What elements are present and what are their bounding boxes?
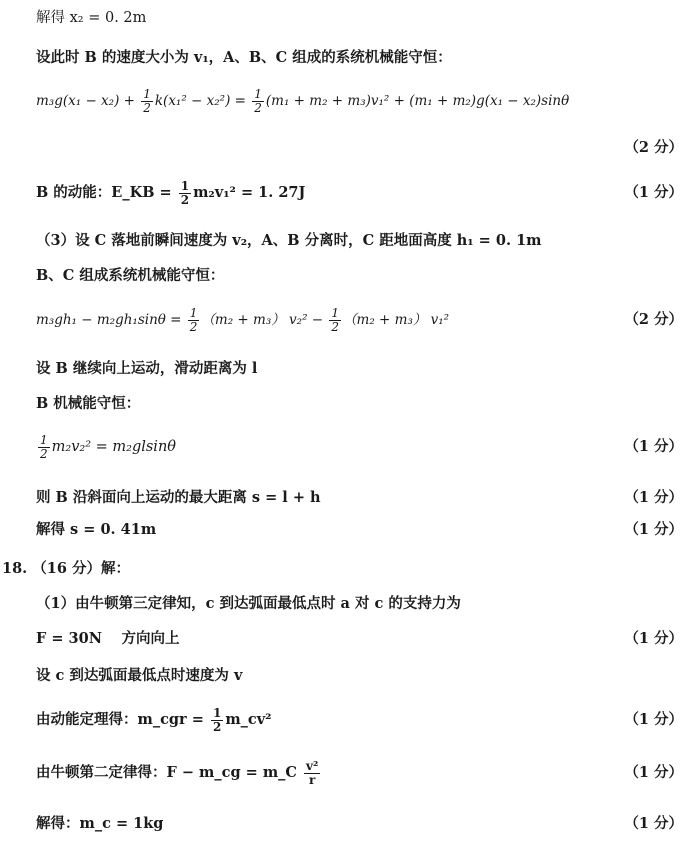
equation-part: （m₂ + m₃） v₂² − <box>201 312 328 328</box>
solution-line <box>0 514 693 546</box>
solution-line <box>0 42 693 74</box>
fraction-denominator: 2 <box>254 101 262 115</box>
equation <box>36 431 176 463</box>
solution-line <box>0 808 693 840</box>
line-text: F = 30N 方向向上 <box>36 630 180 647</box>
line-text: 解得 x₂ = 0. 2m <box>36 10 147 26</box>
line-text: （1）由牛顿第三定律知，c 到达弧面最低点时 a 对 c 的支持力为 <box>36 595 461 612</box>
fraction-numerator: 1 <box>143 87 151 101</box>
score-label: （1 分） <box>624 521 683 538</box>
equation-part: m₃gh₁ − m₂gh₁sinθ = <box>36 312 186 328</box>
equation-line <box>0 757 693 789</box>
score-label: （1 分） <box>624 438 683 455</box>
line-text: B、C 组成系统机械能守恒： <box>36 267 225 284</box>
equation <box>36 177 305 209</box>
equation-part: （m₂ + m₃） v₁² <box>343 312 450 328</box>
fraction-numerator: v² <box>306 758 319 773</box>
equation <box>36 85 569 117</box>
solution-line <box>0 260 693 292</box>
equation-part: k(x₁² − x₂²) = <box>154 93 251 109</box>
equation-line <box>0 177 693 209</box>
solution-line <box>0 588 693 620</box>
equation-part: m₂v₂² = m₂glsinθ <box>51 439 177 455</box>
score-label: （1 分） <box>624 489 683 506</box>
score-label: （1 分） <box>624 764 683 781</box>
line-text: 设 B 继续向上运动，滑动距离为 l <box>36 360 258 377</box>
line-text: 解得 s = 0. 41m <box>36 521 157 538</box>
solution-line <box>0 388 693 420</box>
fraction <box>188 307 200 334</box>
fraction-denominator: r <box>308 772 316 787</box>
score-label: （1 分） <box>624 184 683 201</box>
equation-part: m_cv² <box>225 711 272 728</box>
equation <box>36 304 449 336</box>
line-text: 设此时 B 的速度大小为 v₁，A、B、C 组成的系统机械能守恒： <box>36 49 452 66</box>
score-line <box>0 132 693 164</box>
fraction <box>38 434 50 461</box>
fraction <box>304 760 320 787</box>
fraction <box>141 88 153 115</box>
equation-line <box>0 704 693 736</box>
fraction-numerator: 1 <box>254 87 262 101</box>
fraction-denominator: 2 <box>331 320 340 334</box>
line-text: B 机械能守恒： <box>36 395 141 412</box>
solution-line <box>0 353 693 385</box>
equation-line <box>0 431 693 463</box>
fraction-numerator: 1 <box>189 306 198 320</box>
equation-part: m₂v₁² = 1. 27J <box>193 184 306 201</box>
fraction-denominator: 2 <box>189 320 198 334</box>
line-text: 解得：m_c = 1kg <box>36 815 164 832</box>
equation-part: (m₁ + m₂ + m₃)v₁² + (m₁ + m₂)g(x₁ − x₂)sinθ <box>265 93 570 109</box>
fraction <box>252 88 264 115</box>
equation-part: 由牛顿第二定律得：F − m_cg = m_C <box>36 764 303 781</box>
solution-line <box>0 2 693 34</box>
fraction <box>211 707 223 734</box>
fraction-denominator: 2 <box>143 101 151 115</box>
solution-line <box>0 225 693 257</box>
score-label: （1 分） <box>624 815 683 832</box>
solution-line <box>0 482 693 514</box>
score-label: （2 分） <box>624 311 683 328</box>
fraction <box>179 180 191 207</box>
score-label: （2 分） <box>624 139 683 156</box>
line-text: 18. （16 分）解： <box>2 560 131 577</box>
score-label: （1 分） <box>624 711 683 728</box>
equation-part: 由动能定理得：m_cgr = <box>36 711 209 728</box>
fraction-numerator: 1 <box>180 178 190 193</box>
fraction-denominator: 2 <box>40 446 48 461</box>
equation-part: B 的动能：E_KB = <box>36 184 177 201</box>
line-text: 设 c 到达弧面最低点时速度为 v <box>36 667 243 684</box>
line-text: 则 B 沿斜面向上运动的最大距离 s = l + h <box>36 489 321 506</box>
fraction-denominator: 2 <box>212 719 222 734</box>
fraction-numerator: 1 <box>212 705 222 720</box>
equation-line <box>0 85 693 117</box>
solution-line <box>0 660 693 692</box>
fraction-denominator: 2 <box>180 192 190 207</box>
equation <box>36 757 322 789</box>
line-text: （3）设 C 落地前瞬间速度为 v₂，A、B 分离时，C 距地面高度 h₁ = 0. 1m <box>36 232 542 249</box>
fraction-numerator: 1 <box>331 306 340 320</box>
fraction-numerator: 1 <box>40 432 48 447</box>
fraction <box>329 307 341 334</box>
solution-line <box>0 623 693 655</box>
score-label: （1 分） <box>624 630 683 647</box>
problem-header <box>0 553 693 585</box>
equation-part: m₃g(x₁ − x₂) + <box>36 93 140 109</box>
equation-line <box>0 304 693 336</box>
equation <box>36 704 272 736</box>
